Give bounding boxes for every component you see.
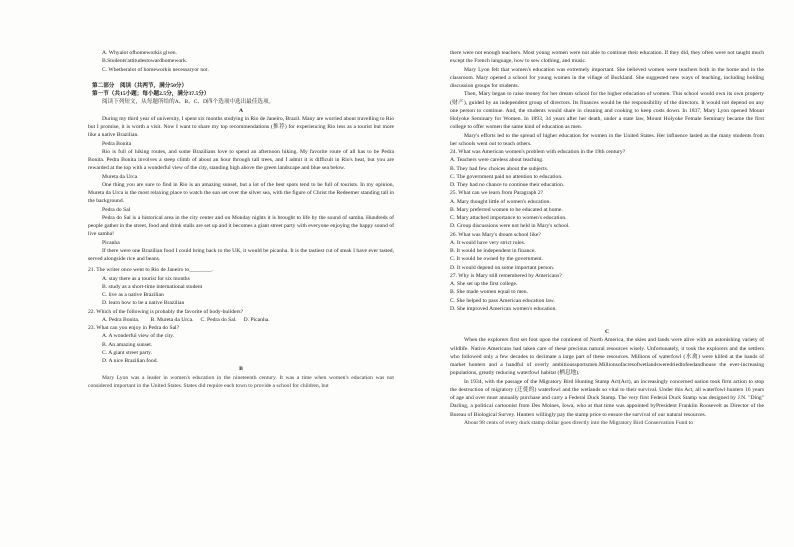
passage-c-label: C [604, 329, 610, 335]
q21-option-b: B. study as a short-time international student [102, 283, 203, 290]
passage-a-intro: During my third year of university, I spent six months studying in Rio de Janeiro, Brazil. Many are worried about travelling to Rio but I promise, it is worth a visit. Now I want to share my top recommendations (推荐) for experiencing Rio less as a tourist but more like a native Brazilian. [88, 115, 394, 139]
q27-option-d: D. She improved American women's education. [450, 305, 557, 312]
top-option-b: B.Students'attitudestowardhomework. [102, 58, 188, 65]
place1-text: Rio is full of hiking routes, and some Brazilians love to spend an afternoon hiking. My favorite route of all has to be Pedra Bonita. Pedra Bonita involves a steep climb of about an hour through tall trees, and I admit it is difficult in Rio's heat, but you are rewarded at the top with a wonderful view of the city, standing high above the green landscape and blue sea below. [88, 148, 394, 172]
place1-name: Pedra Bonita [102, 140, 132, 147]
q25-option-c: C. Mary attached importance to women's education. [450, 215, 567, 221]
section1-title: 第一节（共15小题；每小题2.5分，满分37.5分） [92, 91, 210, 97]
question-21: 21. The writer once went to Rio de Janeiro to________. [88, 267, 213, 274]
place2-name: Mureta da Urca [102, 173, 138, 180]
place2-text: One thing you are sure to find in Rio is an amazing sunset, but a lot of the best spots tend to be full of tourists. In my opinion, Mureta da Urca is the most relaxing place to watch the sun set over the silver sea, with the figure of Christ the Redeemer standing tall in the background. [88, 181, 394, 205]
q25-option-b: B. Mary preferred women to be educated at home. [450, 206, 563, 213]
right-column [450, 49, 764, 427]
passage-b-text: Mary Lyon was a leader in women's education in the nineteenth century. It was a time when women's education was not considered important in the United States. States did require each town to provide a school for children, but [88, 374, 394, 389]
passage-b-p4: Mary's efforts led to the spread of higher education for women in the United States. Her influence lasted as the many students from her schools went out to teach others. [450, 132, 764, 147]
top-option-c: C. Whetheralot of homeworkis necessaryor not. [102, 66, 209, 73]
q23-option-d: D. A nice Brazilian food. [102, 358, 158, 364]
q25-option-d: D. Group discussions were not held in Mary's school. [450, 223, 570, 230]
question-22: 22. Which of the following is probably the favorite of body-builders? [88, 308, 244, 315]
place3-name: Pedra do Sal [102, 206, 131, 213]
passage-c-p2: In 1934, with the passage of the Migratory Bird Hunting Stamp Act(Act), an increasingly concerned nation took firm action to stop the destruction of migratory (迁徙的) waterfowl and the wetlands so vital to their survival. Under this Act, all waterfowl hunters 16 years of age and over must annually purchase and carry a Federal Duck Stamp. The very first Federal Duck Stamp was designed by J.N. "Ding" Darling, a political cartoonist from Des Moines, Iowa, who at that time was appointed byPresident Franklin Roosevelt as Director of the Bureau of Biological Survey. Hunters willingly pay the stamp price to ensure the survival of our natural resources. [450, 378, 764, 418]
q26-option-a: A. It would have very strict rules. [450, 239, 526, 246]
passage-c-p3: About 98 cents of every duck stamp dollar goes directly into the Migratory Bird Conservation Fund to [464, 419, 693, 426]
part-title: 第二部分 阅读（共两节，满分50分） [92, 82, 188, 89]
q24-option-d: D. They had no chance to continue their education. [450, 182, 565, 188]
question-25: 25. What can we learn from Paragraph 2? [450, 190, 544, 197]
q24-option-c: C. The government paid no attention to education. [450, 173, 563, 180]
q27-option-a: A. She set up the first college. [450, 281, 518, 287]
q27-option-c: C. She helped to pass American education law. [450, 297, 555, 304]
passage-b-p2: Mary Lyon felt that women's education was extremely important. She believed women were teachers both in the home and in the classroom. Mary opened a school for young women in the village of Buckland. She suggested new ways of teaching, including holding discussion groups for students. [450, 66, 764, 89]
q26-option-c: C. It would be owned by the government. [450, 256, 544, 263]
place4-text: If there were one Brazilian food I could bring back to the UK, it would be picanha. It is the tastiest cut of steak I have ever tasted, served alongside rice and beans. [88, 247, 394, 262]
q21-option-c: C. live as a native Brazilian [102, 292, 164, 298]
question-27: 27. Why is Mary still remembered by Americans? [450, 272, 562, 279]
left-column [88, 49, 394, 390]
question-23: 23. What can you enjoy in Pedra do Sal? [88, 325, 180, 331]
q26-option-d: D. It would depend on some important person. [450, 264, 555, 271]
q21-option-d: D. learn how to be a native Brazilian [102, 300, 185, 307]
place4-name: Picanha [102, 239, 120, 246]
q21-option-a: A. stay there as a tourist for six months [102, 275, 190, 282]
q23-option-c: C. A giant street party. [102, 349, 152, 356]
passage-a-label: A [238, 107, 244, 114]
q24-option-b: B. They had few choices about the subjects. [450, 165, 549, 172]
q24-option-a: A. Teachers were careless about teaching. [450, 157, 544, 164]
top-option-a: A. Whyalot ofhomeworkis given. [102, 50, 177, 56]
question-24: 24. What was American women's problem with education in the 19th century? [450, 149, 626, 155]
q25-option-a: A. Mary thought little of women's education. [450, 198, 551, 205]
passage-c-p1: When the explorers first set foot upon the continent of North America, the skies and lands were alive with an astonishing variety of wildlife. Native Americans had taken care of these precious natural resources wisely. Unfortunately, it took the explorers and the settlers who followed only a few decades to decimate a large part of these resources. Millions of waterfowl (水禽) were killed at the hands of market hunters and a handful of overly ambitioussportsmen.Millionsofacresofwetlandsweredriedtofeedandhouse the ever-increasing populations, greatly reducing waterfowl habitat (栖息地). [450, 337, 764, 377]
question-26: 26. What was Mary's dream school like? [450, 231, 541, 238]
section1-instruction: 阅读下列短文，从每题所给的A、B、C、D四个选项中选出最佳选项。 [102, 99, 275, 106]
q23-option-a: A. A wonderful view of the city. [102, 333, 175, 340]
q22-options: A. Pedra Bonita. B. Mureta da Urca. C. Pedra do Sal. D. Picanha. [102, 316, 270, 323]
q27-option-b: B. She made women equal to men. [450, 289, 528, 296]
passage-b-label: B [239, 366, 243, 373]
q23-option-b: B. An amazing sunset. [102, 341, 153, 348]
passage-b-p3: Then, Mary began to raise money for her dream school for the higher education of women. This school would own its own property (财产), guided by an independent group of directors. Its finances would be the responsibility of the directors. It would not depend on any one person to continue. And, the students would share in cleaning and cooking to keep costs down. In 1837, Mary Lyon opened Mount Holyoke Seminary for Women. In 1893, 34 years after her death, under a state law, Mount Holyoke Female Seminary became the first college to offer women the same kind of education as men. [450, 91, 764, 131]
q26-option-b: B. It would be independent in finance. [450, 248, 536, 254]
place3-text: Pedra do Sal is a historical area in the city center and on Monday nights it is brought to life by the sound of samba. Hundreds of people gather in the street, food and drink stalls are set up and it becomes a giant street party with everyone enjoying the happy sound of live samba! [88, 214, 394, 238]
passage-b-p1: there were not enough teachers. Most young women were not able to continue their education. If they did, they often were not taught much except the French language, how to sew clothing, and music. [450, 50, 764, 65]
